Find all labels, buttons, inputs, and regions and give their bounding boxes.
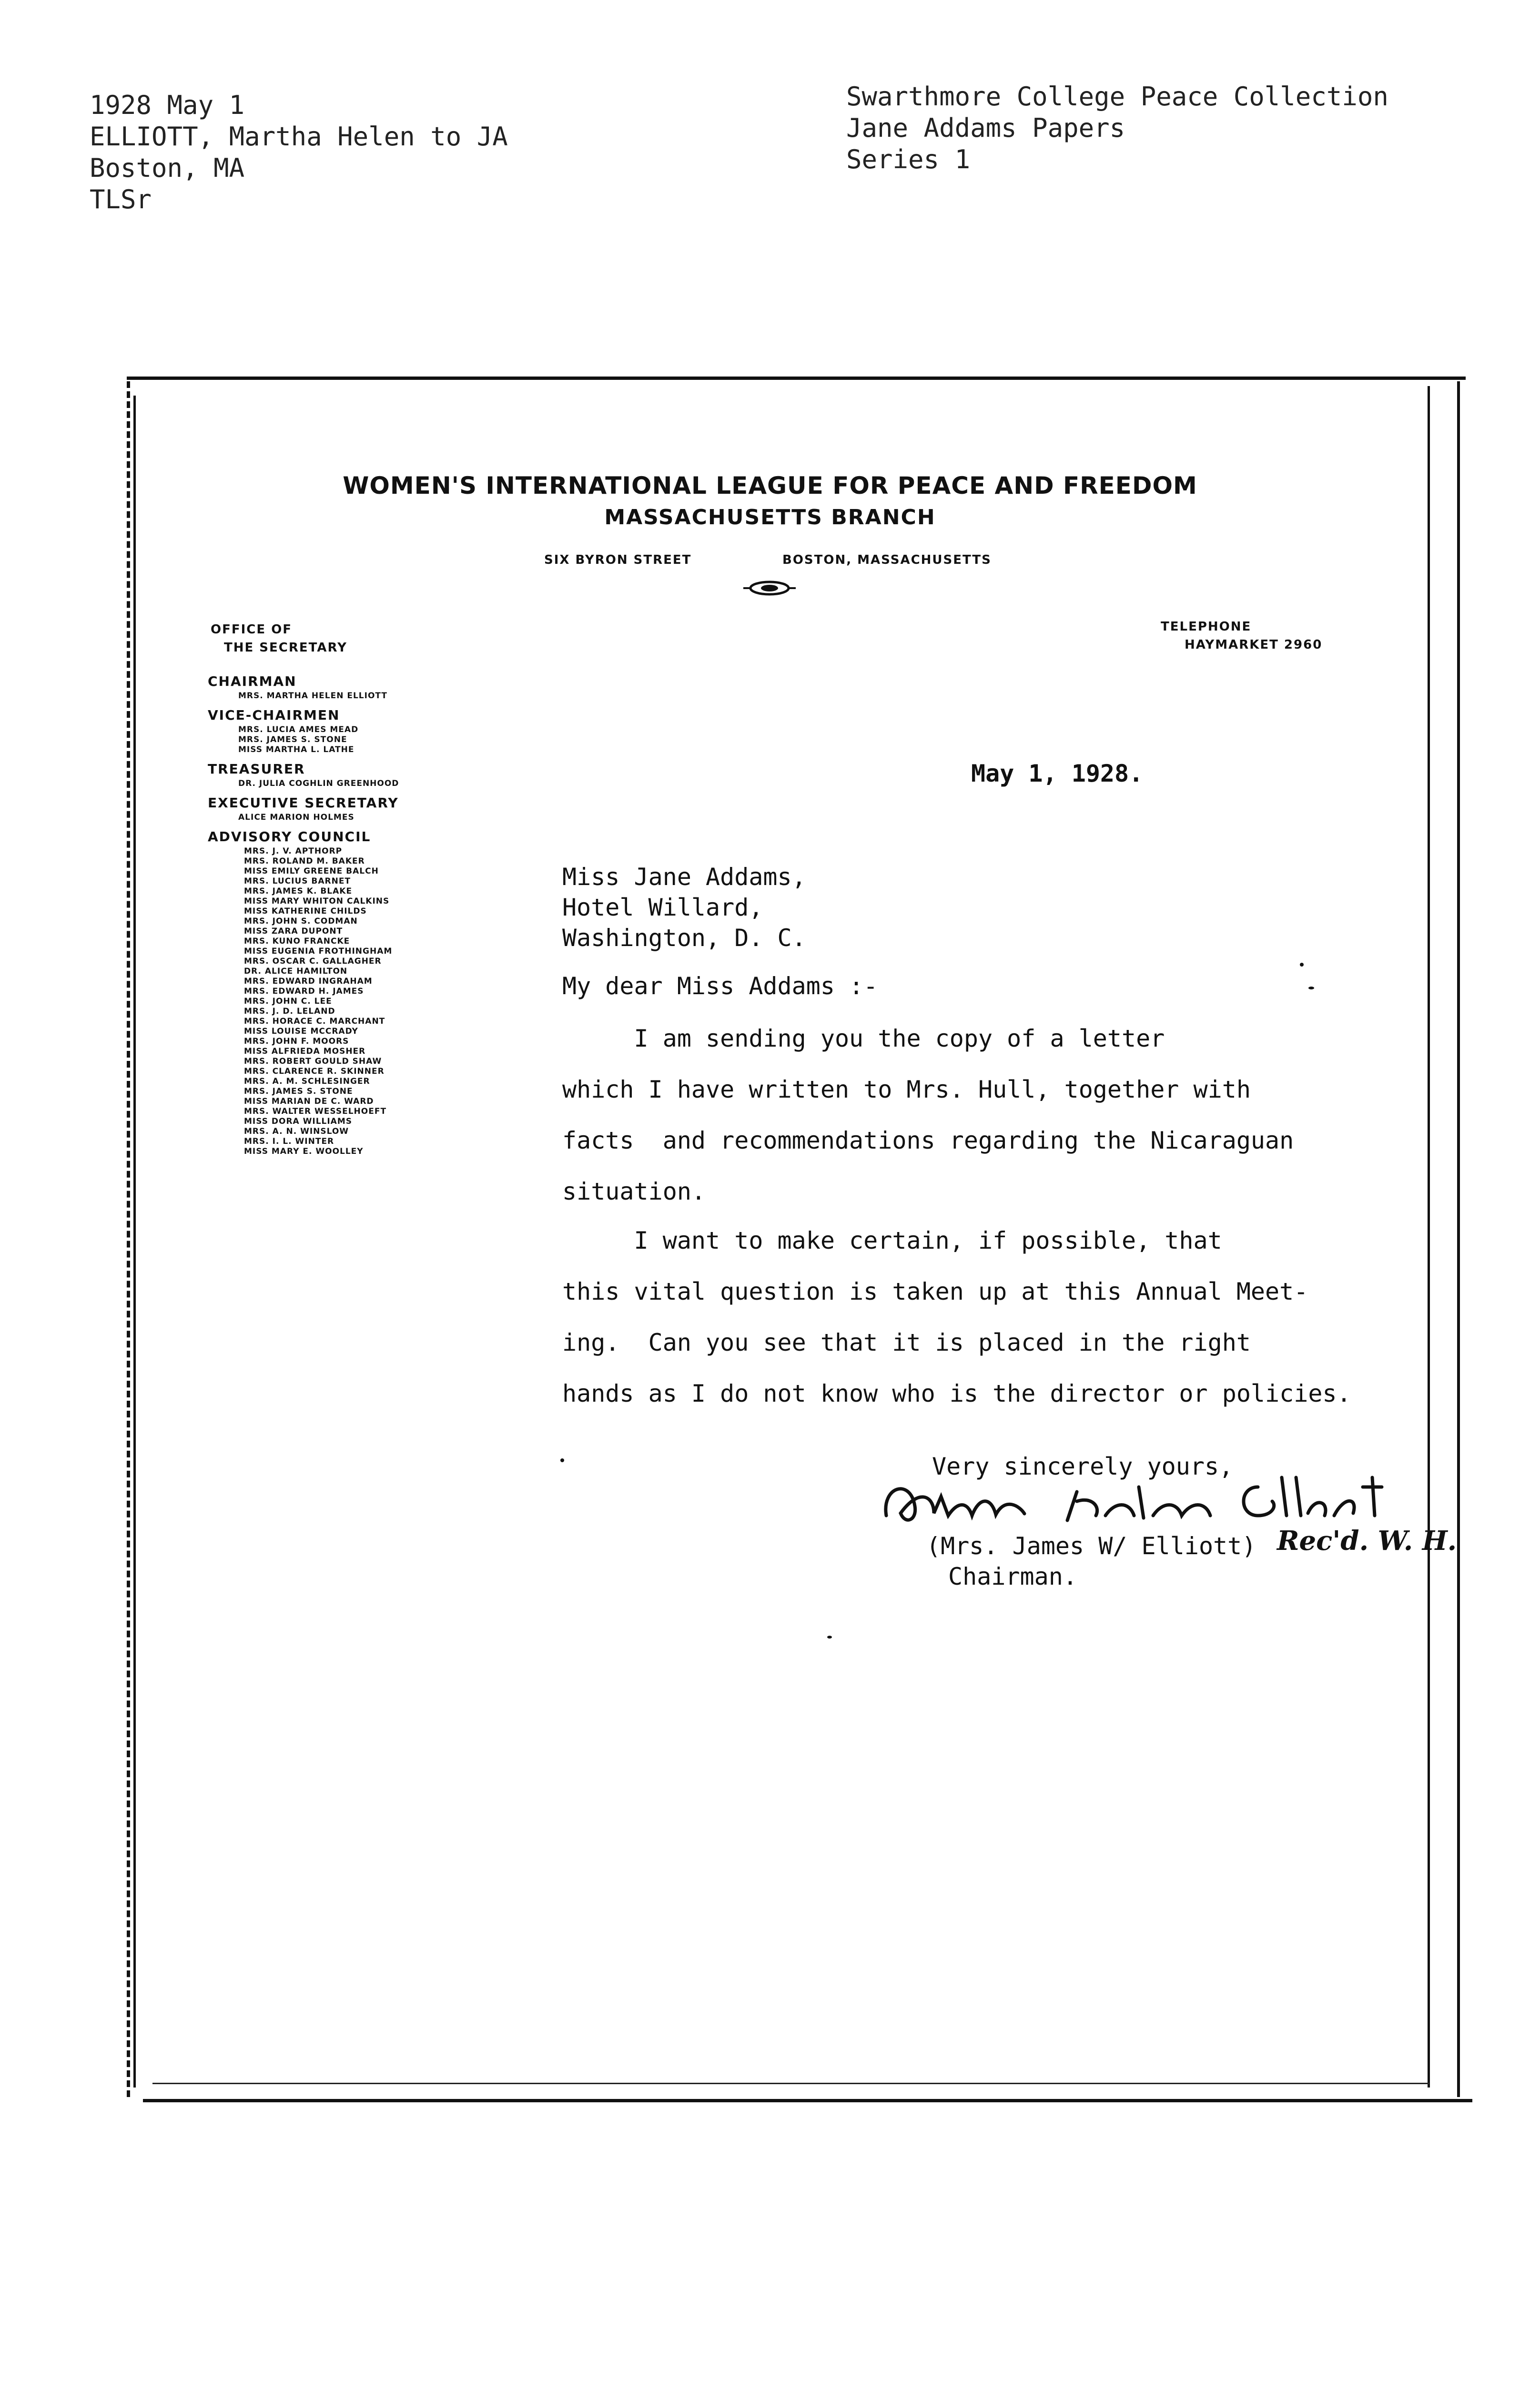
sidebar-heading: TREASURER <box>208 761 305 777</box>
sheet-border-top <box>127 377 1466 380</box>
telephone-label: TELEPHONE <box>1161 620 1252 634</box>
recipient-line: Washington, D. C. <box>562 924 806 952</box>
sidebar-heading: CHAIRMAN <box>208 673 297 689</box>
advisory-member: MRS. JAMES K. BLAKE <box>244 886 353 896</box>
body-line: hands as I do not know who is the director or policies. <box>562 1380 1351 1407</box>
advisory-member: MRS. JAMES S. STONE <box>244 1087 353 1096</box>
officers-sidebar <box>208 667 503 1157</box>
office-of-secretary <box>211 621 347 657</box>
paragraph-1 <box>562 1013 1294 1217</box>
signer-name: (Mrs. James W/ Elliott) <box>926 1532 1256 1560</box>
signer-title: Chairman. <box>948 1563 1077 1590</box>
telephone-number: HAYMARKET 2960 <box>1185 638 1323 652</box>
letterhead-branch: MASSACHUSETTS BRANCH <box>604 505 936 530</box>
sidebar-name: MISS MARTHA L. LATHE <box>238 745 355 754</box>
sidebar-name: MRS. MARTHA HELEN ELLIOTT <box>238 691 387 701</box>
emblem-icon <box>743 580 796 597</box>
archive-line: Series 1 <box>846 144 971 174</box>
body-line: ing. Can you see that it is placed in the right <box>562 1329 1251 1356</box>
advisory-member: MRS. ROLAND M. BAKER <box>244 856 365 866</box>
letterhead-city: BOSTON, MASSACHUSETTS <box>782 553 992 567</box>
sidebar-name: DR. JULIA COGHLIN GREENHOOD <box>238 779 399 788</box>
office-line: OFFICE OF <box>211 622 293 637</box>
advisory-member: MRS. JOHN F. MOORS <box>244 1037 349 1046</box>
archive-line: Swarthmore College Peace Collection <box>846 81 1388 112</box>
letterhead-organization: WOMEN'S INTERNATIONAL LEAGUE FOR PEACE AND FREEDOM <box>343 472 1197 499</box>
advisory-member: MRS. JOHN S. CODMAN <box>244 917 358 926</box>
sidebar-name: MRS. JAMES S. STONE <box>238 735 347 744</box>
sheet-border-right-inner <box>1428 386 1430 2088</box>
recipient-address <box>562 862 806 953</box>
advisory-member: MISS ALFRIEDA MOSHER <box>244 1047 366 1056</box>
sheet-border-inner-bottom <box>152 2083 1429 2084</box>
advisory-member: MISS KATHERINE CHILDS <box>244 906 367 916</box>
sidebar-heading: ADVISORY COUNCIL <box>208 829 371 845</box>
advisory-member: MRS. LUCIUS BARNET <box>244 876 351 886</box>
sheet-border-left <box>127 381 130 2097</box>
advisory-member: MISS EMILY GREENE BALCH <box>244 866 379 876</box>
body-line: situation. <box>562 1178 706 1205</box>
letter-date: May 1, 1928. <box>971 760 1144 787</box>
stray-mark <box>1308 987 1314 989</box>
advisory-member: MRS. J. D. LELAND <box>244 1007 335 1016</box>
archive-metadata-right <box>846 81 1388 175</box>
signer-block <box>926 1531 1256 1592</box>
advisory-member: MISS EUGENIA FROTHINGHAM <box>244 947 393 956</box>
recipient-line: Hotel Willard, <box>562 894 763 921</box>
telephone-block <box>1161 618 1322 654</box>
advisory-member: MISS MARY WHITON CALKINS <box>244 896 390 906</box>
advisory-member: MRS. A. N. WINSLOW <box>244 1127 349 1136</box>
archive-metadata-left <box>90 90 508 215</box>
archive-line: 1928 May 1 <box>90 90 245 120</box>
advisory-member: MRS. OSCAR C. GALLAGHER <box>244 957 382 966</box>
body-line: this vital question is taken up at this Annual Meet- <box>562 1278 1308 1305</box>
closing: Very sincerely yours, <box>932 1453 1234 1480</box>
body-line: facts and recommendations regarding the Nicaraguan <box>562 1127 1294 1154</box>
body-line: I am sending you the copy of a letter <box>562 1025 1165 1052</box>
sheet-border-left-inner <box>133 396 136 2088</box>
advisory-member: MRS. EDWARD INGRAHAM <box>244 977 373 986</box>
sidebar-heading: VICE-CHAIRMEN <box>208 707 340 723</box>
archive-line: ELLIOTT, Martha Helen to JA <box>90 122 508 152</box>
advisory-member: MRS. I. L. WINTER <box>244 1137 334 1146</box>
archive-line: Jane Addams Papers <box>846 113 1125 143</box>
advisory-member: MRS. KUNO FRANCKE <box>244 937 350 946</box>
advisory-member: MISS ZARA DUPONT <box>244 927 343 936</box>
body-line: which I have written to Mrs. Hull, together with <box>562 1076 1251 1103</box>
advisory-member: MRS. HORACE C. MARCHANT <box>244 1017 385 1026</box>
advisory-member: MRS. J. V. APTHORP <box>244 846 343 856</box>
archive-line: TLSr <box>90 184 152 214</box>
sidebar-name: MRS. LUCIA AMES MEAD <box>238 725 359 734</box>
advisory-member: MISS DORA WILLIAMS <box>244 1117 352 1126</box>
advisory-member: MISS MARIAN DE C. WARD <box>244 1097 374 1106</box>
sheet-border-bottom <box>143 2099 1472 2102</box>
sidebar-name: ALICE MARION HOLMES <box>238 813 355 822</box>
advisory-member: MRS. ROBERT GOULD SHAW <box>244 1057 382 1066</box>
body-line: I want to make certain, if possible, that <box>562 1227 1222 1254</box>
sheet-border-right <box>1457 381 1460 2097</box>
advisory-member: MRS. WALTER WESSELHOEFT <box>244 1107 387 1116</box>
archive-line: Boston, MA <box>90 153 245 183</box>
advisory-member: MRS. JOHN C. LEE <box>244 997 332 1006</box>
recipient-line: Miss Jane Addams, <box>562 863 806 891</box>
received-annotation: Rec'd. W. H. <box>1277 1525 1457 1557</box>
stray-mark <box>560 1458 564 1462</box>
stray-mark <box>1300 963 1304 967</box>
advisory-member: DR. ALICE HAMILTON <box>244 967 348 976</box>
advisory-member: MRS. CLARENCE R. SKINNER <box>244 1067 385 1076</box>
paragraph-2 <box>562 1215 1351 1419</box>
letterhead-street: SIX BYRON STREET <box>544 553 692 567</box>
advisory-member: MRS. EDWARD H. JAMES <box>244 987 364 996</box>
sidebar-heading: EXECUTIVE SECRETARY <box>208 795 399 811</box>
office-line: THE SECRETARY <box>224 641 347 655</box>
advisory-member: MISS MARY E. WOOLLEY <box>244 1147 364 1156</box>
advisory-member: MISS LOUISE MCCRADY <box>244 1027 358 1036</box>
stray-mark <box>827 1636 832 1639</box>
advisory-member: MRS. A. M. SCHLESINGER <box>244 1077 370 1086</box>
salutation: My dear Miss Addams :- <box>562 972 878 1000</box>
advisory-council-list <box>208 846 503 1157</box>
